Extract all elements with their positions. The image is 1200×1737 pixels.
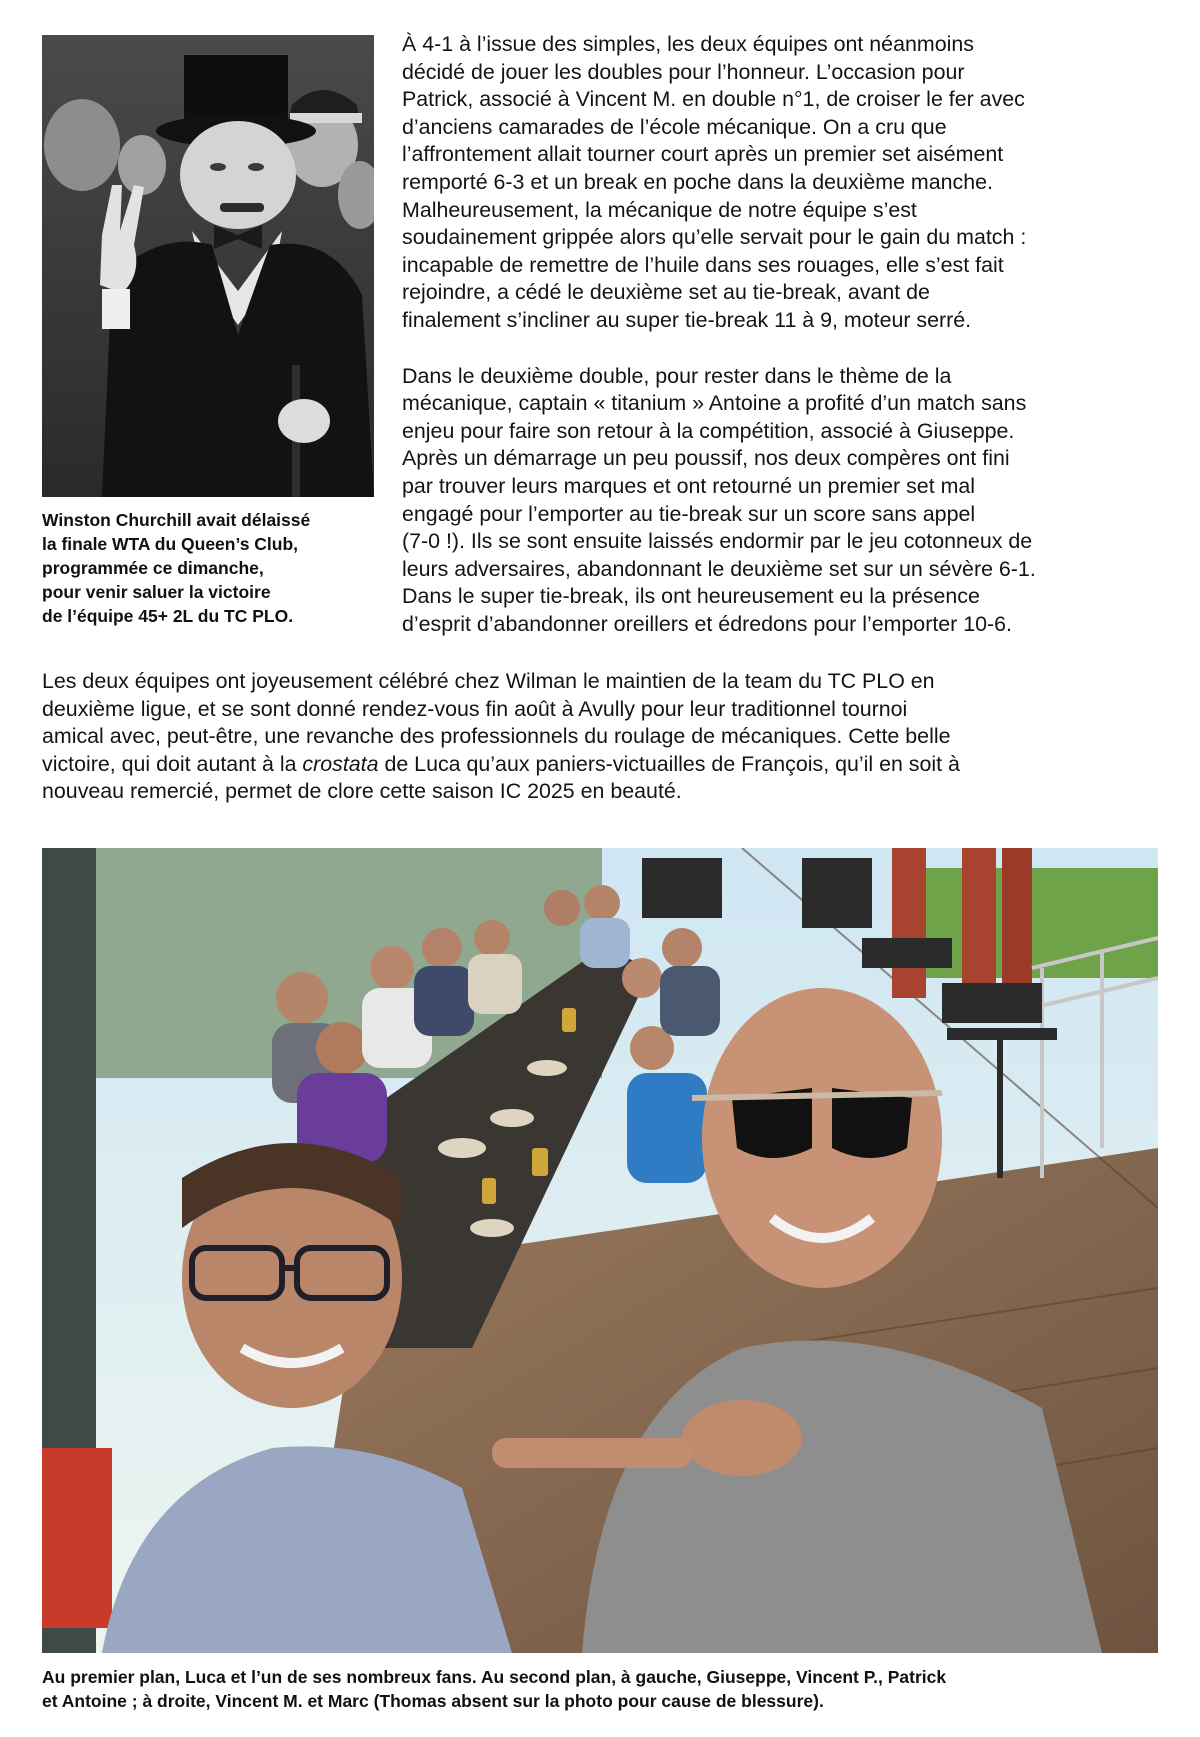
text-line: Dans le deuxième double, pour rester dans le thème de la bbox=[402, 363, 952, 388]
text-line: Après un démarrage un peu poussif, nos deux compères ont fini bbox=[402, 446, 1010, 471]
text-line: amical avec, peut-être, une revanche des professionnels du roulage de mécaniques. Cette belle bbox=[42, 724, 951, 749]
caption-line: pour venir saluer la victoire bbox=[42, 582, 271, 602]
text-line: Patrick, associé à Vincent M. en double n°1, de croiser le fer avec bbox=[402, 87, 1025, 112]
text-line: mécanique, captain « titanium » Antoine a profité d’un match sans bbox=[402, 391, 1027, 416]
caption-line: la finale WTA du Queen’s Club, bbox=[42, 534, 299, 554]
text-line bbox=[42, 751, 1172, 779]
text-line: décidé de jouer les doubles pour l’honneur. L’occasion pour bbox=[402, 59, 965, 84]
caption-line: et Antoine ; à droite, Vincent M. et Marc (Thomas absent sur la photo pour cause de blessure). bbox=[42, 1691, 824, 1711]
text-line: Dans le super tie-break, ils ont heureusement eu la présence bbox=[402, 584, 980, 609]
text-line: finalement s’incliner au super tie-break 11 à 9, moteur serré. bbox=[402, 307, 972, 332]
text-line: À 4-1 à l’issue des simples, les deux équipes ont néanmoins bbox=[402, 32, 974, 56]
caption-line: Winston Churchill avait délaissé bbox=[42, 510, 311, 530]
team-selfie-drawing bbox=[42, 848, 1158, 1653]
italic-word: crostata bbox=[302, 751, 379, 776]
text-line: remporté 6-3 et un break en poche dans la deuxième manche. bbox=[402, 169, 993, 194]
paragraph-celebration bbox=[42, 668, 1172, 806]
article-column bbox=[402, 31, 1172, 666]
text-line: rejoindre, a cédé le deuxième set au tie-break, avant de bbox=[402, 280, 930, 305]
text-line: Les deux équipes ont joyeusement célébré chez Wilman le maintien de la team du TC PLO en bbox=[42, 669, 935, 693]
text-line: par trouver leurs marques et ont retourné un premier set mal bbox=[402, 473, 976, 498]
text-line: (7-0 !). Ils se sont ensuite laissés endormir par le jeu cotonneux de bbox=[402, 529, 1033, 554]
text-line: Malheureusement, la mécanique de notre équipe s’est bbox=[402, 197, 917, 222]
text-line: nouveau remercié, permet de clore cette saison IC 2025 en beauté. bbox=[42, 779, 682, 804]
team-photo-caption bbox=[42, 1665, 1172, 1713]
text-line: engagé pour l’emporter au tie-break sur un score sans appel bbox=[402, 501, 976, 526]
text-line: incapable de remettre de l’huile dans ses rouages, elle s’est fait bbox=[402, 252, 1004, 277]
caption-line: de l’équipe 45+ 2L du TC PLO. bbox=[42, 606, 294, 626]
caption-line: programmée ce dimanche, bbox=[42, 558, 264, 578]
text-line: l’affrontement allait tourner court après un premier set aisément bbox=[402, 142, 1004, 167]
churchill-photo-drawing bbox=[42, 35, 374, 497]
text-line: enjeu pour faire son retour à la compétition, associé à Giuseppe. bbox=[402, 418, 1015, 443]
text-line: deuxième ligue, et se sont donné rendez-vous fin août à Avully pour leur traditionnel tournoi bbox=[42, 696, 908, 721]
text-run: victoire, qui doit autant à la bbox=[42, 751, 303, 776]
text-line: d’esprit d’abandonner oreillers et édredons pour l’emporter 10-6. bbox=[402, 611, 1012, 636]
text-line: soudainement grippée alors qu’elle servait pour le gain du match : bbox=[402, 225, 1027, 250]
text-line: d’anciens camarades de l’école mécanique. On a cru que bbox=[402, 114, 947, 139]
paragraph-doubles-2 bbox=[402, 363, 1172, 639]
caption-line: Au premier plan, Luca et l’un de ses nombreux fans. Au second plan, à gauche, Giuseppe, Vincent P., Patrick bbox=[42, 1667, 947, 1687]
text-line: leurs adversaires, abandonnant le deuxième set sur un sévère 6-1. bbox=[402, 556, 1036, 581]
paragraph-doubles-1 bbox=[402, 31, 1172, 335]
team-selfie-photo bbox=[42, 848, 1158, 1653]
churchill-photo bbox=[42, 35, 374, 497]
text-run: de Luca qu’aux paniers-victuailles de François, qu’il en soit à bbox=[378, 751, 960, 776]
churchill-photo-caption bbox=[42, 508, 374, 628]
